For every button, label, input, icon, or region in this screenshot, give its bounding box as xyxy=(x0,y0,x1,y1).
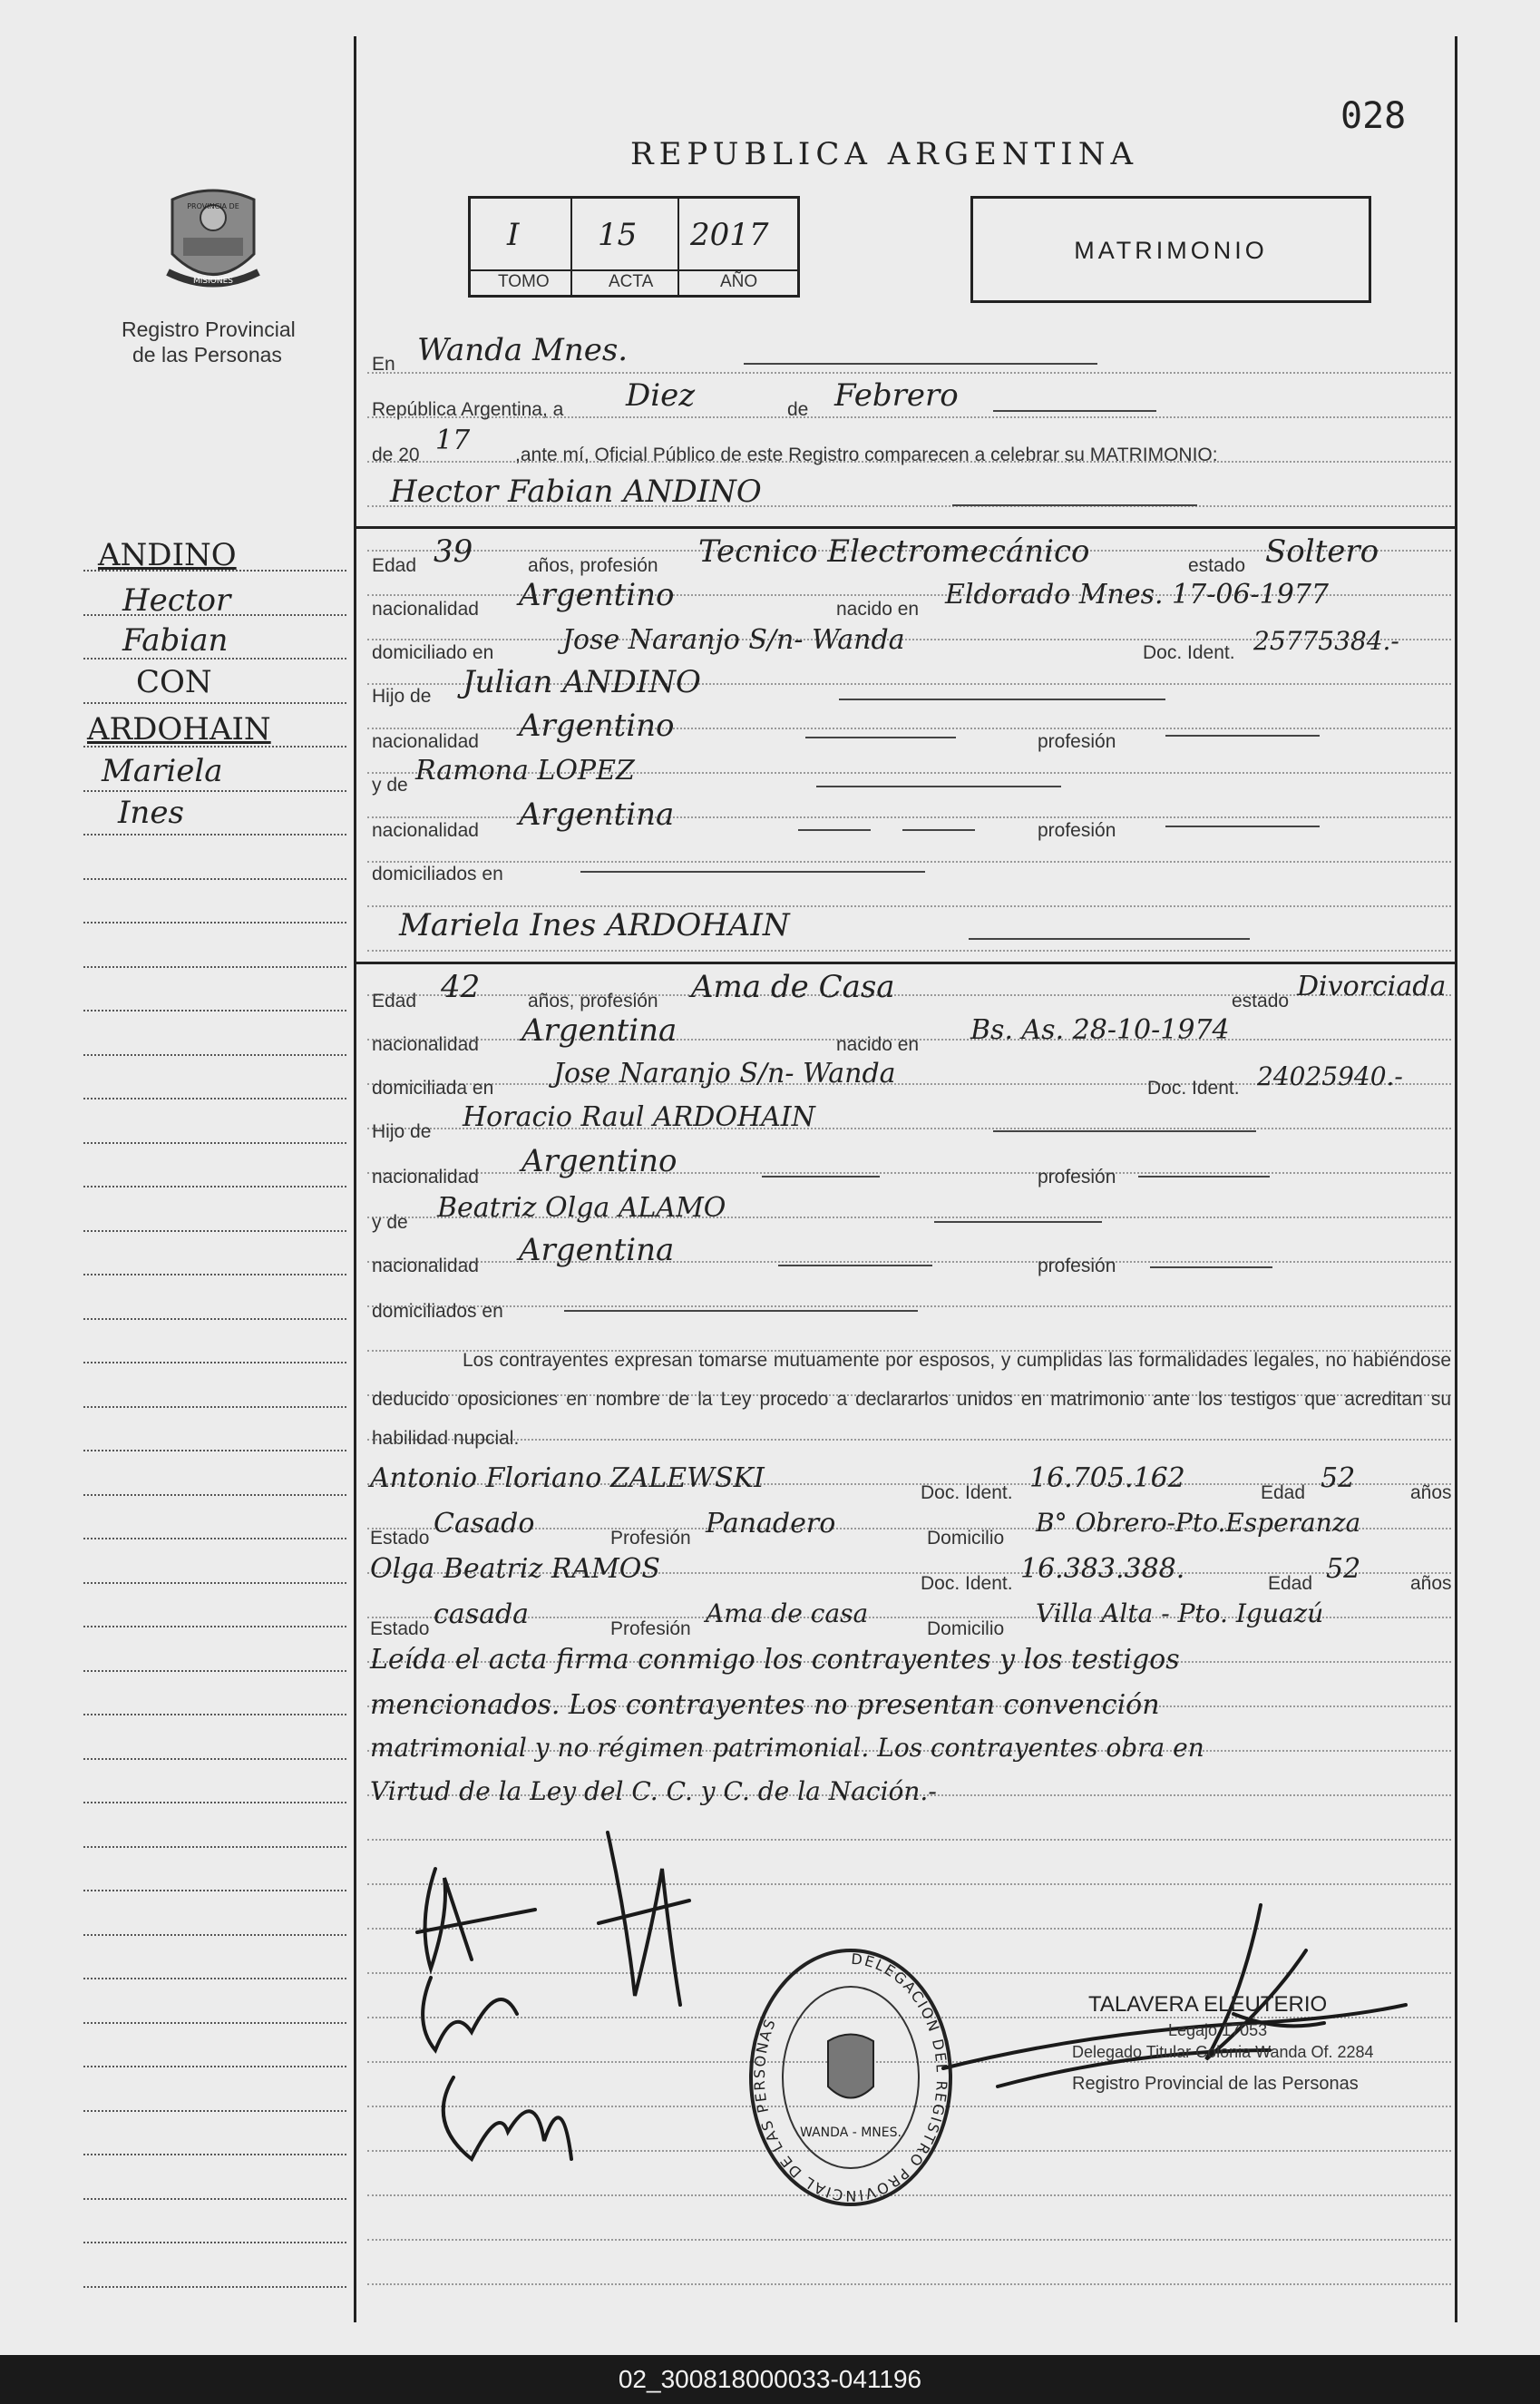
witness1-address: B° Obrero-Pto.Esperanza xyxy=(1036,1508,1361,1538)
margin-rule xyxy=(83,966,346,968)
groom-mother: Ramona LOPEZ xyxy=(415,755,635,787)
page-number: 028 xyxy=(1340,95,1407,137)
emblem-text-top: PROVINCIA DE xyxy=(187,202,239,210)
body-rule xyxy=(367,2239,1451,2241)
groom-label-nacionalidad: nacionalidad xyxy=(372,599,479,620)
witness2-label-estado: Estado xyxy=(370,1618,430,1639)
margin-name-2: Hector xyxy=(122,582,231,619)
witness2-age: 52 xyxy=(1326,1553,1361,1585)
body-rule xyxy=(367,950,1451,952)
margin-rule xyxy=(83,2154,346,2155)
margin-rule xyxy=(83,1450,346,1451)
label-de20: de 20 xyxy=(372,445,420,465)
groom-label-anos: años, profesión xyxy=(528,555,658,576)
margin-rule xyxy=(83,1362,346,1363)
declaration-text: Los contrayentes expresan tomarse mutuamente por esposos, y cumplidas las formalidades legales, no habiéndose deducido oposiciones en nombre de la Ley procedo a declararlos unidos en matrimonio ante los testigos que acreditan su habilidad nupcial. xyxy=(372,1350,1451,1449)
margin-rule xyxy=(83,1230,346,1232)
margin-rule xyxy=(83,1406,346,1408)
margin-rule xyxy=(83,2022,346,2024)
bride-label-nacionalidad: nacionalidad xyxy=(372,1034,479,1055)
official-office: Registro Provincial de las Personas xyxy=(1072,2074,1359,2094)
groom-label-hijo: Hijo de xyxy=(372,686,432,707)
section-divider-1 xyxy=(356,526,1455,529)
groom-label-domiciliados: domiciliados en xyxy=(372,864,503,884)
witness1-age: 52 xyxy=(1321,1462,1356,1494)
act-type: MATRIMONIO xyxy=(1074,237,1268,264)
margin-rule xyxy=(83,658,346,660)
margin-rule xyxy=(83,1098,346,1099)
bride-name: Mariela Ines ARDOHAIN xyxy=(399,907,790,943)
label-republica: República Argentina, a xyxy=(372,399,564,420)
place-day: Diez xyxy=(626,377,696,414)
place-year: 17 xyxy=(435,425,471,456)
groom-label-doc: Doc. Ident. xyxy=(1143,642,1235,663)
right-border xyxy=(1455,36,1457,2322)
margin-rule xyxy=(83,1582,346,1584)
anio-label: AÑO xyxy=(720,272,758,291)
witness2-label-profesion: Profesión xyxy=(610,1618,691,1639)
groom-label-domiciliado: domiciliado en xyxy=(372,642,494,663)
registry-name-1: Registro Provincial xyxy=(122,318,296,341)
volume-box xyxy=(468,196,800,298)
groom-mother-nationality: Argentina xyxy=(519,796,675,833)
stamp-city: WANDA - MNES. xyxy=(800,2125,902,2140)
groom-label-estado: estado xyxy=(1188,555,1246,576)
bride-age: 42 xyxy=(441,969,481,1005)
margin-rule xyxy=(83,1978,346,1979)
witness2-label-anos: años xyxy=(1410,1573,1452,1594)
groom-label-nac-madre: nacionalidad xyxy=(372,820,479,841)
margin-rule xyxy=(83,878,346,880)
tomo-value: I xyxy=(507,217,520,253)
margin-rule xyxy=(83,1626,346,1627)
groom-label-prof-padre: profesión xyxy=(1038,731,1116,752)
label-ante: ,ante mí, Oficial Público de este Registro comparecen a celebrar su MATRIMONIO: xyxy=(515,445,1218,465)
official-name: TALAVERA ELEUTERIO xyxy=(1088,1992,1328,2017)
bride-father-nationality: Argentino xyxy=(521,1143,677,1179)
groom-doc: 25775384.- xyxy=(1253,626,1399,656)
witness2-name: Olga Beatriz RAMOS xyxy=(370,1553,660,1585)
registry-name-2: de las Personas xyxy=(132,343,282,366)
witness2-label-edad: Edad xyxy=(1268,1573,1313,1594)
bride-label-estado: estado xyxy=(1232,991,1290,1011)
witness1-label-domicilio: Domicilio xyxy=(927,1528,1005,1549)
witness1-status: Casado xyxy=(434,1508,535,1539)
groom-label-yde: y de xyxy=(372,775,408,796)
bride-status: Divorciada xyxy=(1297,971,1447,1002)
bride-address: Jose Naranjo S/n- Wanda xyxy=(553,1058,896,1090)
margin-rule xyxy=(83,1934,346,1936)
margin-rule xyxy=(83,1142,346,1144)
margin-rule xyxy=(83,1318,346,1320)
groom-name: Hector Fabian ANDINO xyxy=(390,474,762,510)
note-line-3: matrimonial y no régimen patrimonial. Los contrayentes obra en xyxy=(370,1733,1204,1763)
label-de: de xyxy=(787,399,809,420)
margin-rule xyxy=(83,2110,346,2112)
groom-father-nationality: Argentino xyxy=(519,708,675,744)
margin-name-5: ARDOHAIN xyxy=(87,711,271,748)
witness1-doc: 16.705.162 xyxy=(1029,1462,1185,1494)
margin-rule xyxy=(83,2198,346,2200)
body-rule xyxy=(367,2283,1451,2285)
margin-rule xyxy=(83,790,346,792)
groom-birthplace: Eldorado Mnes. 17-06-1977 xyxy=(945,579,1330,611)
bride-profession: Ama de Casa xyxy=(691,969,895,1005)
witness1-label-profesion: Profesión xyxy=(610,1528,691,1549)
anio-value: 2017 xyxy=(690,217,769,253)
bride-birthplace: Bs. As. 28-10-1974 xyxy=(970,1014,1230,1046)
witness1-name: Antonio Floriano ZALEWSKI xyxy=(370,1462,765,1494)
groom-status: Soltero xyxy=(1265,533,1379,570)
witness2-label-doc: Doc. Ident. xyxy=(921,1573,1013,1594)
place-month: Febrero xyxy=(834,377,959,414)
margin-name-4: CON xyxy=(136,664,212,700)
witness2-address: Villa Alta - Pto. Iguazú xyxy=(1036,1598,1324,1628)
bride-label-domiciliados: domiciliados en xyxy=(372,1301,503,1322)
margin-rule xyxy=(83,834,346,836)
witness1-profession: Panadero xyxy=(706,1508,836,1539)
country-title: REPUBLICA ARGENTINA xyxy=(630,136,1139,172)
bride-label-edad: Edad xyxy=(372,991,417,1011)
margin-rule xyxy=(83,1186,346,1187)
note-line-4: Virtud de la Ley del C. C. y C. de la Nación.- xyxy=(370,1776,937,1806)
witness2-doc: 16.383.388. xyxy=(1020,1553,1185,1585)
witness1-label-edad: Edad xyxy=(1261,1482,1306,1503)
margin-rule xyxy=(83,1054,346,1056)
groom-label-edad: Edad xyxy=(372,555,417,576)
margin-rule xyxy=(83,746,346,748)
acta-label: ACTA xyxy=(609,272,654,291)
groom-label-prof-madre: profesión xyxy=(1038,820,1116,841)
groom-label-nac-padre: nacionalidad xyxy=(372,731,479,752)
registry-stamp-icon xyxy=(742,1941,960,2213)
margin-name-3: Fabian xyxy=(122,622,229,659)
body-rule xyxy=(367,372,1451,374)
stamp-ring-text: DELEGACION DEL REGISTRO PROVINCIAL DE LAS PERSONAS xyxy=(750,1950,951,2205)
act-type-box xyxy=(970,196,1371,303)
margin-rule xyxy=(83,702,346,704)
official-legajo: Legajo 17053 xyxy=(1168,2021,1268,2039)
bride-label-hijo: Hijo de xyxy=(372,1121,432,1142)
bride-label-yde: y de xyxy=(372,1212,408,1233)
bride-label-anos: años, profesión xyxy=(528,991,658,1011)
groom-father: Julian ANDINO xyxy=(463,664,701,700)
groom-profession: Tecnico Electromecánico xyxy=(698,533,1090,570)
bride-label-prof-padre: profesión xyxy=(1038,1167,1116,1187)
footer-code: 02_300818000033-041196 xyxy=(0,2355,1540,2404)
groom-label-nacido: nacido en xyxy=(836,599,920,620)
acta-value: 15 xyxy=(598,217,638,253)
margin-rule xyxy=(83,922,346,923)
witness2-label-domicilio: Domicilio xyxy=(927,1618,1005,1639)
witness2-status: casada xyxy=(434,1598,530,1630)
witness1-label-estado: Estado xyxy=(370,1528,430,1549)
margin-rule xyxy=(83,1846,346,1848)
margin-rule xyxy=(83,1670,346,1672)
witness1-label-doc: Doc. Ident. xyxy=(921,1482,1013,1503)
margin-rule xyxy=(83,1538,346,1539)
bride-label-prof-madre: profesión xyxy=(1038,1256,1116,1276)
witness1-label-anos: años xyxy=(1410,1482,1452,1503)
bride-label-nacido: nacido en xyxy=(836,1034,920,1055)
margin-rule xyxy=(83,1010,346,1011)
section-divider-2 xyxy=(356,962,1455,964)
margin-rule xyxy=(83,2242,346,2243)
bride-doc: 24025940.- xyxy=(1257,1061,1403,1091)
place-city: Wanda Mnes. xyxy=(417,332,629,368)
bride-label-nac-padre: nacionalidad xyxy=(372,1167,479,1187)
margin-name-6: Mariela xyxy=(102,753,223,789)
bride-label-nac-madre: nacionalidad xyxy=(372,1256,479,1276)
body-rule xyxy=(367,1305,1451,1307)
bride-mother: Beatriz Olga ALAMO xyxy=(437,1192,726,1224)
witness2-profession: Ama de casa xyxy=(706,1598,869,1628)
margin-rule xyxy=(83,1890,346,1891)
note-line-1: Leída el acta firma conmigo los contrayentes y los testigos xyxy=(370,1644,1180,1676)
margin-rule xyxy=(83,1758,346,1760)
body-rule xyxy=(367,861,1451,863)
groom-age: 39 xyxy=(434,533,473,570)
margin-rule xyxy=(83,1802,346,1803)
margin-divider xyxy=(354,36,356,2322)
groom-address: Jose Naranjo S/n- Wanda xyxy=(562,624,905,656)
province-emblem-icon xyxy=(163,181,263,304)
margin-rule xyxy=(83,1714,346,1715)
bride-label-domiciliada: domiciliada en xyxy=(372,1078,494,1099)
note-line-2: mencionados. Los contrayentes no presentan convención xyxy=(370,1689,1160,1721)
margin-rule xyxy=(83,2286,346,2288)
official-title: Delegado Titular Colonia Wanda Of. 2284 xyxy=(1072,2043,1374,2061)
margin-name-7: Ines xyxy=(118,795,184,831)
bride-nationality: Argentina xyxy=(521,1012,677,1049)
bride-mother-nationality: Argentina xyxy=(519,1232,675,1268)
label-en: En xyxy=(372,354,395,375)
margin-rule xyxy=(83,1274,346,1275)
margin-rule xyxy=(83,614,346,616)
bride-label-doc: Doc. Ident. xyxy=(1147,1078,1240,1099)
margin-rule xyxy=(83,570,346,572)
margin-name-1: ANDINO xyxy=(98,537,237,573)
groom-nationality: Argentino xyxy=(519,577,675,613)
emblem-text-bottom: MISIONES xyxy=(192,277,234,286)
margin-rule xyxy=(83,1494,346,1496)
bride-father: Horacio Raul ARDOHAIN xyxy=(463,1101,815,1133)
margin-rule xyxy=(83,2066,346,2067)
tomo-label: TOMO xyxy=(498,272,550,291)
